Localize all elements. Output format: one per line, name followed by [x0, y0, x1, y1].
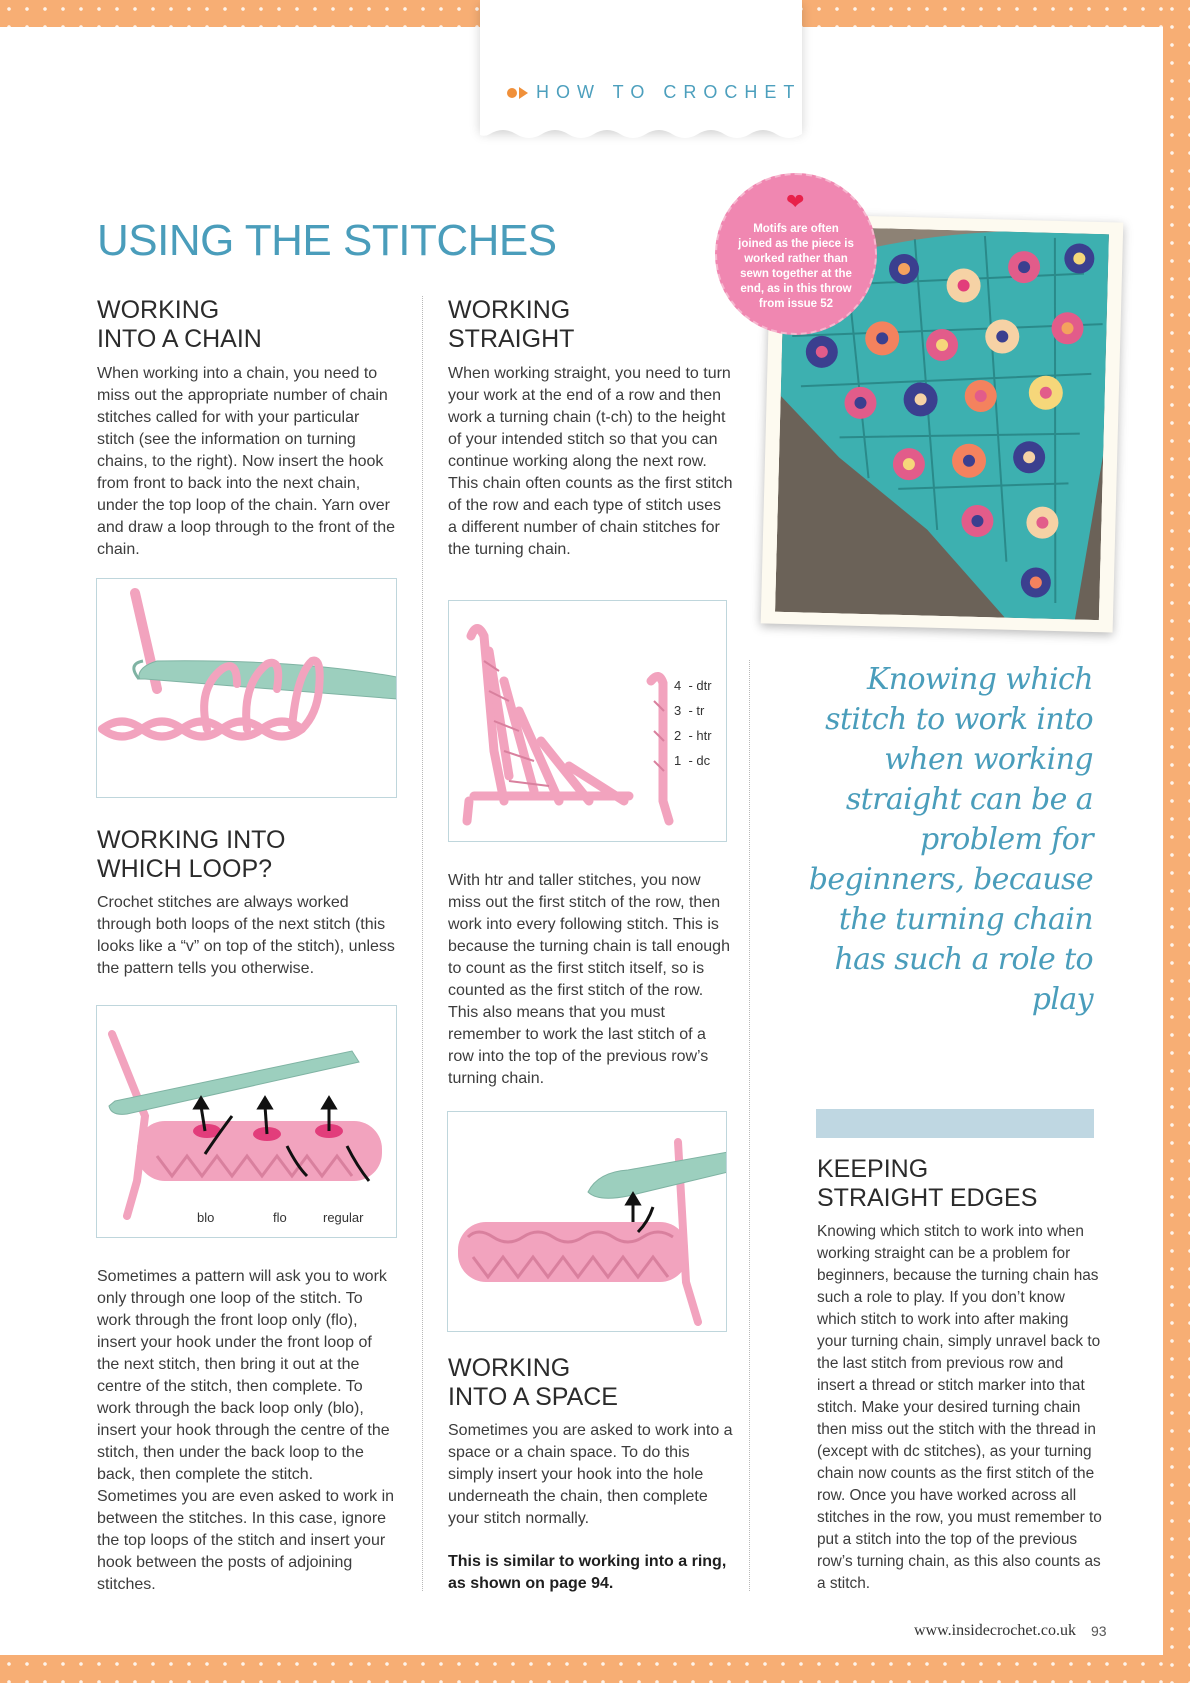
- body-working-into-a-space: Sometimes you are asked to work into a space or a chain space. To do this simply insert your hook into the hole underneath the chain, then complete your stitch normally.: [448, 1422, 733, 1527]
- section-header-tab: [480, 0, 802, 130]
- label-regular: regular: [323, 1210, 364, 1225]
- body-single-loop: Sometimes a pattern will ask you to work only through one loop of the stitch. To work through the front loop only (flo), insert your hook under the front loop of the next stitch, then bring it out at the centre of the stitch, then complete. To work through the back loop only (blo), insert your hook through the centre of the stitch, then under the back loop to the back, then complete the stitch. Sometimes you are even asked to work in between the stitches. In this case, ignore the top loops of the stitch and insert your hook between the posts of adjoining stitches.: [97, 1268, 395, 1593]
- column-divider-1: [422, 296, 423, 1591]
- header-wave-edge: [480, 126, 802, 144]
- footer-website: www.insidecrochet.co.uk: [914, 1622, 1077, 1639]
- label-flo: flo: [273, 1210, 287, 1225]
- turning-chain-illustration: [449, 601, 726, 841]
- body-working-straight: When working straight, you need to turn your work at the end of a row and then work a turning chain (t-ch) to the height of your intended stitch so that you can continue working along the next row. This chain often counts as the first stitch of the row and each type of stitch uses a different number of chain stitches for the turning chain.: [448, 365, 733, 558]
- page-number: 93: [1091, 1623, 1107, 1639]
- page-border-right: [1163, 0, 1190, 1683]
- heading-working-into-which-loop: WORKING INTO WHICH LOOP?: [97, 826, 286, 883]
- space-stitch-illustration: [448, 1112, 726, 1331]
- label-blo: blo: [197, 1210, 215, 1225]
- pull-quote: Knowing which stitch to work into when working straight can be a problem for beginners, because the turning chain has such a role to play: [808, 662, 1093, 1017]
- column-divider-2: [749, 660, 750, 1591]
- body-keeping-straight-edges: Knowing which stitch to work into when working straight can be a problem for beginners, because the turning chain has such a role to play. If you don’t know which stitch to work into after making your turning chain, simply unravel back to the last stitch from previous row and insert a thread or stitch marker into that stitch. Make your desired turning chain then miss out the stitch with the thread in (except with dc stitches), as your turning chain now counts as the first stitch of the row. Once you have worked across all stitches in the row, you must remember to put a stitch into the top of the previous row’s turning chain, as this also counts as a stitch.: [817, 1223, 1102, 1592]
- loops-illustration: [97, 1006, 396, 1237]
- body-working-into-which-loop: Crochet stitches are always worked through both loops of the next stitch (this looks like a “v” on top of the stitch), unless the pattern tells you otherwise.: [97, 894, 395, 977]
- section-bar: [816, 1109, 1094, 1138]
- figure-loops: [96, 1005, 397, 1238]
- figure-turning-chains: [448, 600, 727, 842]
- heading-working-straight: WORKING STRAIGHT: [448, 296, 575, 353]
- label-htr: 2 - htr: [674, 728, 712, 743]
- label-tr: 3 - tr: [674, 703, 705, 718]
- arrow-icon: [506, 86, 532, 100]
- label-dc: 1 - dc: [674, 753, 711, 768]
- page-title: USING THE STITCHES: [97, 216, 557, 265]
- page-border-bottom: [0, 1655, 1190, 1683]
- chain-stitch-illustration: [97, 579, 396, 797]
- heading-working-into-a-chain: WORKING INTO A CHAIN: [97, 296, 262, 353]
- heart-icon: ❤: [786, 189, 805, 214]
- badge-caption: Motifs are often joined as the piece is worked rather than sewn together at the end, as in this throw from issue 52: [738, 223, 854, 310]
- figure-working-into-space: [447, 1111, 727, 1332]
- body-htr-taller: With htr and taller stitches, you now miss out the first stitch of the row, then work into every following stitch. This is because the turning chain is tall enough to count as the first stitch itself, so is counted as the first stitch of the row. This also means that you must remember to work the last stitch of a row into the top of the previous row’s turning chain.: [448, 872, 730, 1087]
- body-working-into-a-chain: When working into a chain, you need to miss out the appropriate number of chain stitches called for with your particular stitch (see the information on turning chains, to the right). Now insert the hook from front to back into the next chain, under the top loop of the chain. Yarn over and draw a loop through to the front of the chain.: [97, 365, 395, 558]
- figure-chain-stitch: [96, 578, 397, 798]
- heading-keeping-straight-edges: KEEPING STRAIGHT EDGES: [817, 1155, 1038, 1212]
- label-dtr: 4 - dtr: [674, 678, 712, 693]
- note-working-into-ring: This is similar to working into a ring, as shown on page 94.: [448, 1553, 727, 1592]
- section-label: HOW TO CROCHET: [536, 82, 802, 102]
- photo-caption-badge: [715, 173, 877, 335]
- heading-working-into-a-space: WORKING INTO A SPACE: [448, 1354, 618, 1411]
